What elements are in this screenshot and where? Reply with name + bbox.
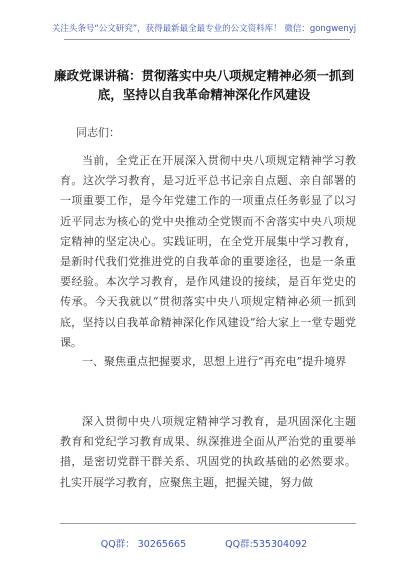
footer-qq-group-1: QQ群： 30265665 [100, 539, 187, 550]
page-header: 关注头条号“公文研究”，获得最新最全最专业的公文资料库！ 微信：gongwenyj [51, 24, 357, 34]
section-heading: 一、聚焦重点把握要求，思想上进行“再充电”提升境界 [82, 355, 347, 368]
footer-divider [60, 523, 356, 524]
salutation: 同志们： [76, 126, 120, 139]
header-divider [64, 39, 350, 40]
body-paragraph: 深入贯彻中央八项规定精神学习教育，是巩固深化主题教育和党纪学习教育成果、纵深推进全面从严治党的重要举措，是密切党群干群关系、巩固党的执政基础的必然要求。扎实开展学习教育，应聚焦主题，把握关键，努力做 [60, 415, 356, 489]
page-footer [0, 536, 408, 550]
footer-qq-group-2: QQ群:535304092 [225, 539, 308, 550]
document-title: 廉政党课讲稿：贯彻落实中央八项规定精神必须一抓到底，坚持以自我革命精神深化作风建设 [53, 68, 354, 102]
body-paragraph: 当前，全党正在开展深入贯彻中央八项规定精神学习教育。这次学习教育，是习近平总书记亲自点题、亲自部署的一项重要工作，是今年党建工作的一项重点任务彰显了以习近平同志为核心的党中央推动全党锲而不舍落实中央八项规定精神的坚定决心。实践证明，在全党开展集中学习教育，是新时代我们党推进党的自我革命的重要途径，也是一条重要经验。本次学习教育，是作风建设的接续，是百年党史的传承。今天我就以“贯彻落实中央八项规定精神必须一抓到底，坚持以自我革命精神深化作风建设”给大家上一堂专题党课。 [60, 154, 356, 349]
